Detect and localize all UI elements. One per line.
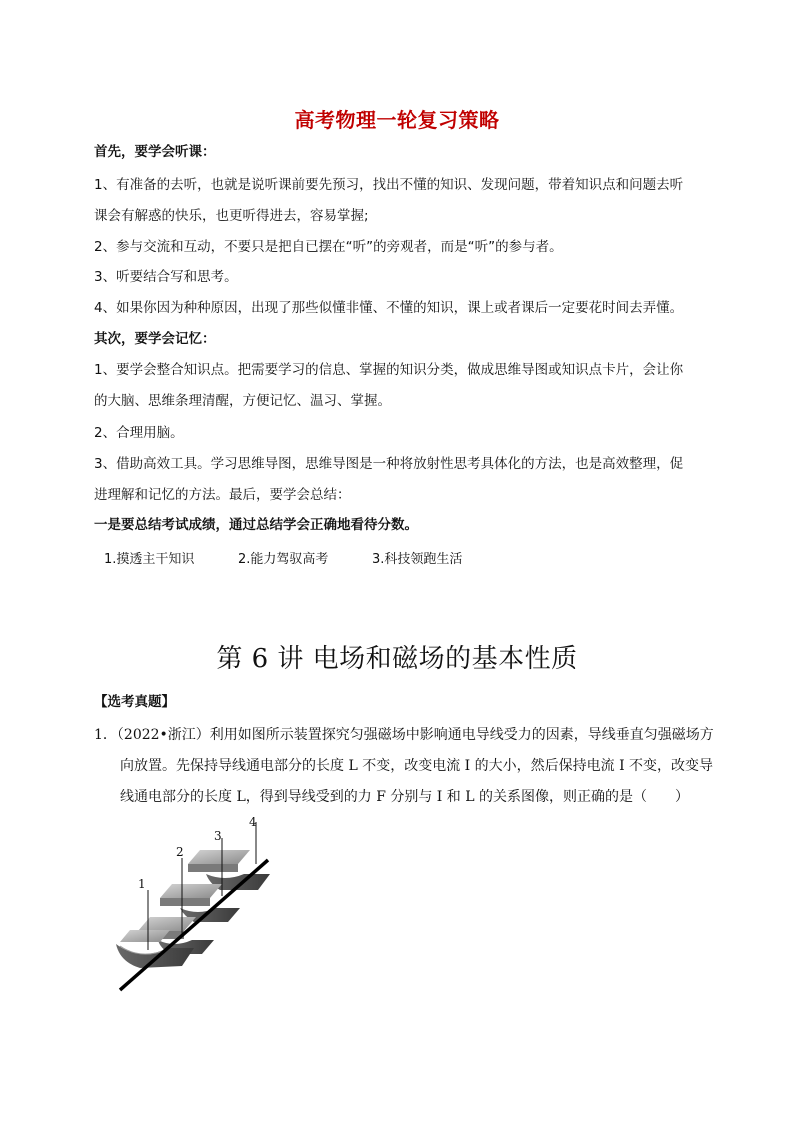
question-line-3: 线通电部分的长度 L，得到导线受到的力 F 分别与 I 和 L 的关系图像，则正确的是（ ）: [120, 789, 689, 805]
listen-item-1-line-2: 课会有解惑的快乐，也更听得进去，容易掌握;: [94, 208, 369, 224]
memory-item-3-line-1: 3、借助高效工具。学习思维导图，思维导图是一种将放射性思考具体化的方法，也是高效整理，促: [94, 456, 684, 472]
page-title: 高考物理一轮复习策略: [294, 108, 500, 132]
memory-item-3-line-2: 进理解和记忆的方法。最后，要学会总结：: [94, 487, 351, 503]
question-line-1: 1．（2022•浙江）利用如图所示装置探究匀强磁场中影响通电导线受力的因素，导线垂直匀强磁场方: [94, 727, 714, 743]
figure-label-1: 1: [138, 877, 146, 891]
listen-item-2: 2、参与交流和互动，不要只是把自已摆在“听”的旁观者，而是“听”的参与者。: [94, 239, 563, 255]
question-line-2: 向放置。先保持导线通电部分的长度 L 不变，改变电流 I 的大小，然后保持电流 I 不变，改变导: [120, 758, 714, 774]
listen-item-1-line-1: 1、有准备的去听，也就是说听课前要先预习，找出不懂的知识、发现问题，带着知识点和问题去听: [94, 177, 684, 193]
listen-heading: 首先，要学会听课：: [94, 144, 216, 160]
summary-item-3: 3.科技领跑生活: [372, 552, 463, 567]
section-tag: 【选考真题】: [94, 694, 175, 710]
figure-label-4: 4: [249, 815, 257, 829]
figure-label-2: 2: [176, 845, 184, 859]
listen-item-4: 4、如果你因为种种原因，出现了那些似懂非懂、不懂的知识，课上或者课后一定要花时间去弄懂。: [94, 300, 684, 316]
magnet-apparatus-figure: [110, 812, 280, 997]
summary-item-2: 2.能力驾驭高考: [238, 552, 329, 567]
memory-heading: 其次，要学会记忆：: [94, 331, 216, 347]
summary-statement: 一是要总结考试成绩，通过总结学会正确地看待分数。: [94, 517, 418, 533]
memory-item-1-line-1: 1、要学会整合知识点。把需要学习的信息、掌握的知识分类，做成思维导图或知识点卡片，会让你: [94, 362, 684, 378]
figure-label-3: 3: [214, 829, 222, 843]
memory-item-1-line-2: 的大脑、思维条理清醒，方便记忆、温习、掌握。: [94, 393, 391, 409]
summary-items: [104, 548, 462, 567]
listen-item-3: 3、听要结合写和思考。: [94, 269, 238, 285]
lecture-title: 第 6 讲 电场和磁场的基本性质: [216, 644, 578, 674]
summary-item-1: 1.摸透主干知识: [104, 552, 195, 567]
memory-item-2: 2、合理用脑。: [94, 425, 184, 441]
